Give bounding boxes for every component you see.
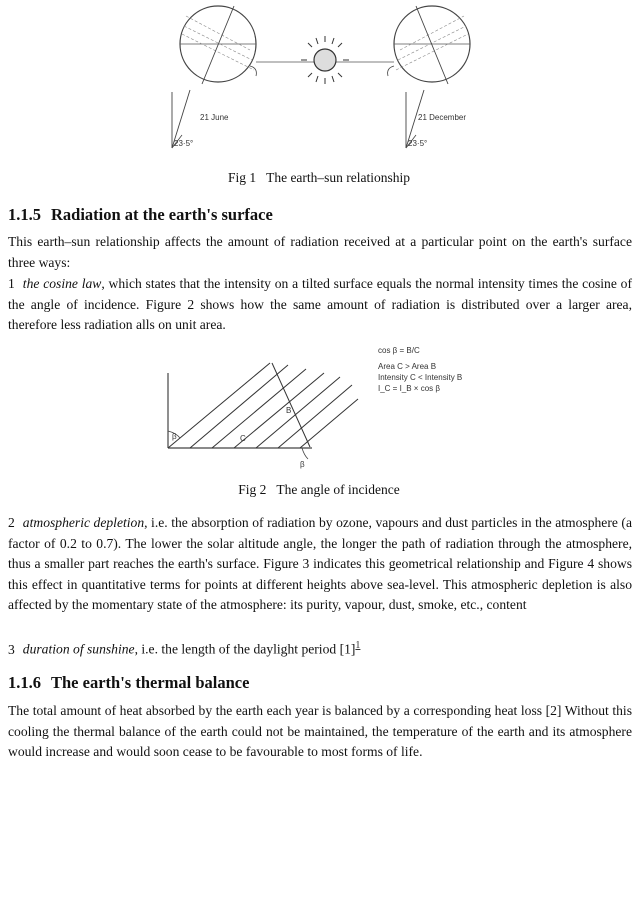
item-1-term: the cosine law [22, 276, 102, 291]
item-2-paragraph [8, 513, 632, 616]
item-3-number: 3 [8, 641, 15, 657]
fig2-caption-number: Fig 2 [238, 482, 267, 497]
label-21-june: 21 June [200, 113, 229, 122]
fig1-caption [0, 170, 638, 186]
section-number: 1.1.6 [8, 673, 41, 692]
fig1-earth-sun-diagram [160, 0, 490, 160]
formula-area: Area C > Area B [378, 362, 437, 371]
section-title: The earth's thermal balance [51, 673, 250, 692]
label-b: B [286, 406, 292, 415]
fig1-caption-text: The earth–sun relationship [266, 170, 411, 185]
fig2-angle-of-incidence-diagram [160, 343, 490, 473]
label-beta-left: β [172, 432, 177, 441]
item-3-paragraph [8, 636, 632, 660]
item-1-text: , which states that the intensity on a tilted surface equals the normal intensity times the cosine of the angle of incidence. Figure 2 shows how the same amount of radiation is distributed over a larger area, therefore less radiation alls on unit area. [8, 276, 632, 333]
item-2-number: 2 [8, 515, 15, 530]
earth-june [180, 6, 256, 84]
section-title: Radiation at the earth's surface [51, 205, 273, 224]
item-3-text: , i.e. the length of the daylight period [1] [134, 641, 356, 657]
item-2-term: atmospheric depletion [22, 515, 145, 530]
thermal-balance-paragraph: The total amount of heat absorbed by the earth each year is balanced by a corresponding heat loss [2] Without this cooling the thermal balance of the earth could not be maintained, the temperature of the earth and its atmosphere would increase and would soon cease to be favourable to most forms of life. [8, 703, 632, 760]
item-1-number: 1 [8, 276, 15, 291]
formula-intensity: Intensity C < Intensity B [378, 373, 463, 382]
footnote-link[interactable]: 1 [355, 640, 361, 651]
label-beta-bottom: β [300, 460, 305, 469]
section-number: 1.1.5 [8, 205, 41, 224]
item-2-text: , i.e. the absorption of radiation by ozone, vapours and dust particles in the atmosphere (a factor of 0.2 to 0.7). The lower the solar altitude angle, the longer the path of radiation through the atmosphere, thus a smaller part reaches the earth's surface. Figure 3 indicates this geometrical relationship and Figure 4 shows this effect in quantitative terms for points at different heights above sea-level. This atmospheric depletion is also affected by the momentary state of the atmosphere: its purity, vapour, dust, smoke, etc., content [8, 515, 632, 613]
radiation-rays [168, 363, 358, 448]
sun-icon [301, 36, 349, 84]
item-1-paragraph [8, 274, 632, 336]
fig1-caption-number: Fig 1 [227, 170, 257, 185]
label-angle-left: 23·5° [174, 139, 194, 148]
item-3-term: duration of sunshine [22, 641, 135, 657]
label-21-december: 21 December [418, 113, 467, 122]
intro-paragraph: This earth–sun relationship affects the amount of radiation received at a particular point on the earth's surface three ways: [8, 234, 632, 270]
fig2-caption [0, 482, 638, 498]
label-angle-right: 23·5° [408, 139, 428, 148]
earth-december [388, 6, 470, 84]
section-heading-116 [8, 673, 249, 693]
label-c: C [240, 434, 246, 443]
formula-ic: I_C = I_B × cos β [378, 384, 440, 393]
formula-cos: cos β = B/C [378, 346, 420, 355]
section-heading-115 [8, 205, 273, 225]
fig2-caption-text: The angle of incidence [276, 482, 400, 497]
